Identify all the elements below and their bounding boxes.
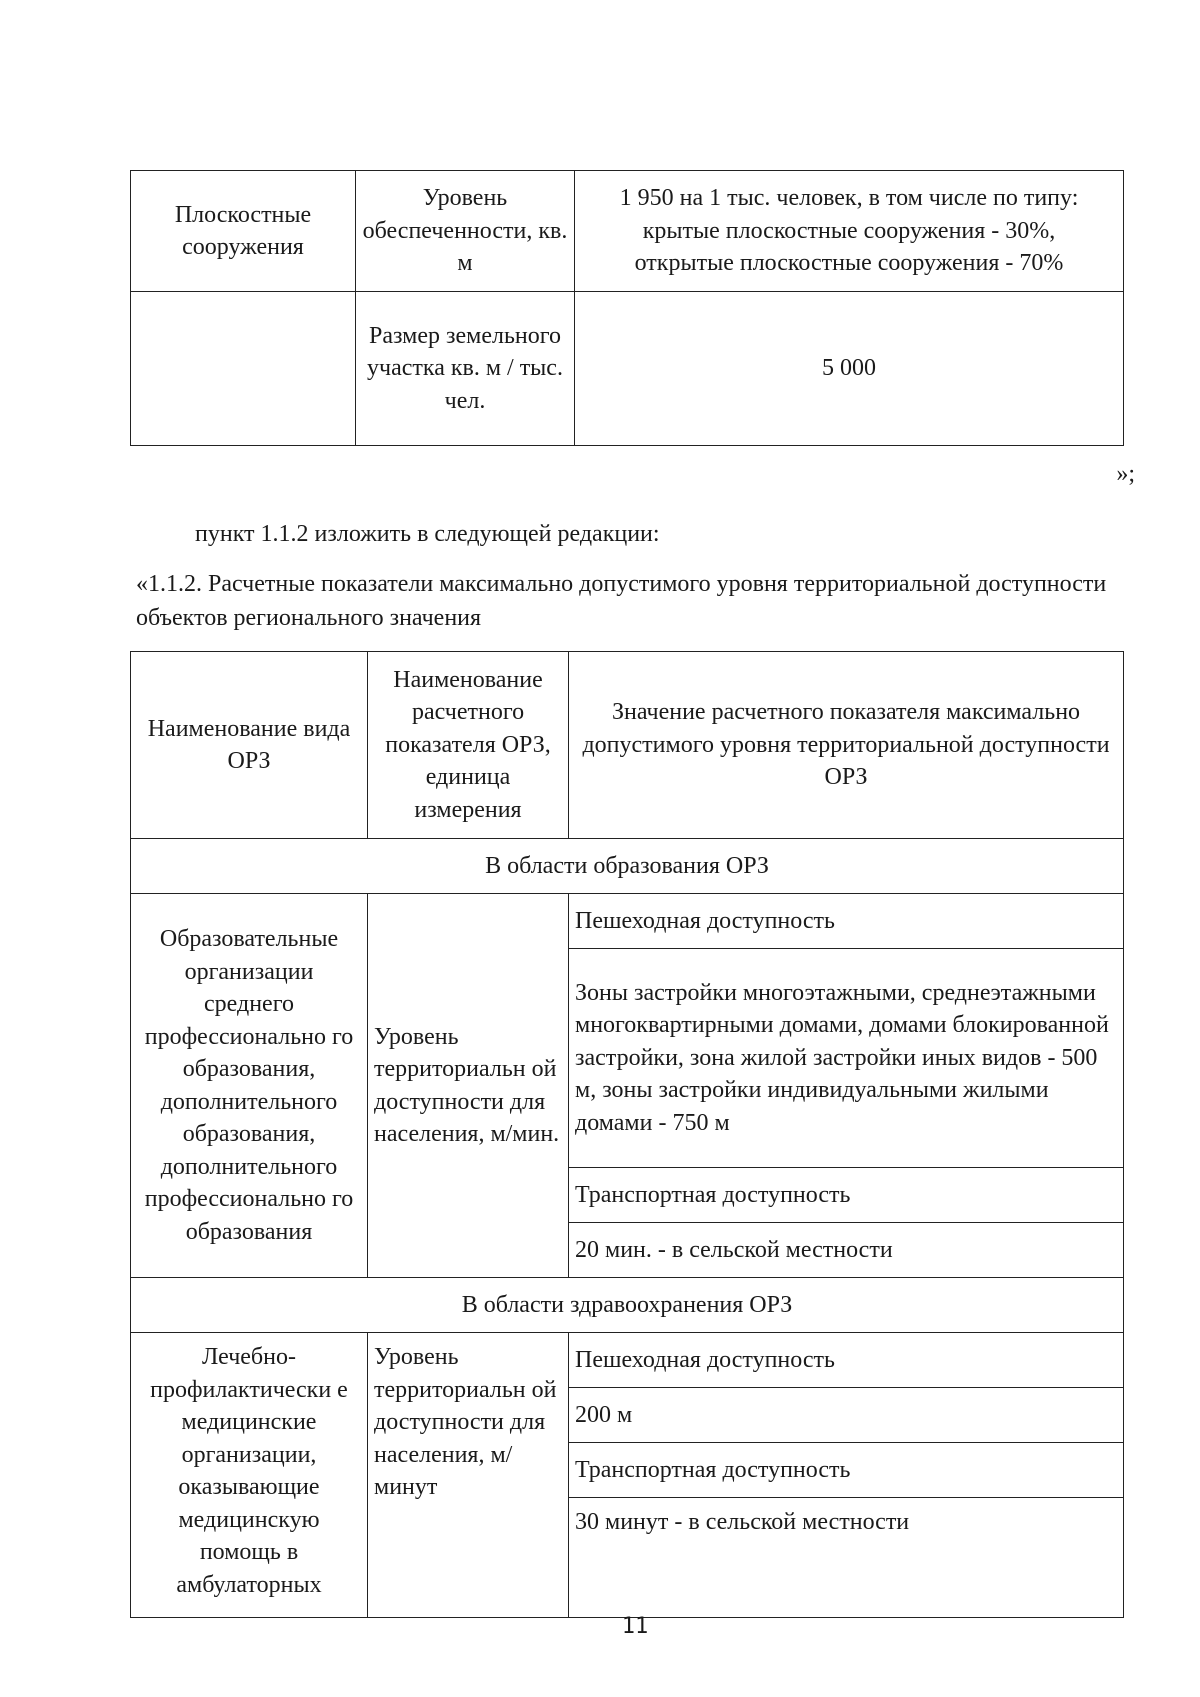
table-cell: Уровень территориальн ой доступности для населения, м/минут — [368, 1333, 569, 1618]
facilities-table — [130, 170, 1124, 446]
table-cell: Транспортная доступность — [569, 1443, 1124, 1498]
table-cell: Пешеходная доступность — [569, 894, 1124, 949]
table-row — [131, 171, 1124, 292]
section-title: В области здравоохранения ОРЗ — [131, 1278, 1124, 1333]
closing-quote: »; — [1116, 461, 1135, 487]
table-cell: Пешеходная доступность — [569, 1333, 1124, 1388]
table-header-row — [131, 652, 1124, 839]
cell-line: крытые плоскостные сооружения - 30%, — [642, 217, 1056, 244]
table-row — [131, 1333, 1124, 1388]
section-title: В области образования ОРЗ — [131, 839, 1124, 894]
section-heading: «1.1.2. Расчетные показатели максимально допустимого уровня территориальной доступности объектов регионального значения — [136, 571, 1107, 631]
section-row — [131, 839, 1124, 894]
table-row — [131, 292, 1124, 446]
section-row — [131, 1278, 1124, 1333]
header-cell: Значение расчетного показателя максимально допустимого уровня территориальной доступности ОРЗ — [569, 652, 1124, 839]
table-cell — [575, 171, 1124, 292]
table-cell: Лечебно-профилактически е медицинские организации, оказывающие медицинскую помощь в амбулаторных — [131, 1333, 368, 1618]
table-cell: 5 000 — [575, 292, 1124, 446]
table-cell — [131, 292, 356, 446]
table-cell: Размер земельного участка кв. м / тыс. чел. — [356, 292, 575, 446]
header-cell: Наименование расчетного показателя ОРЗ, единица измерения — [368, 652, 569, 839]
table-cell: Плоскостные сооружения — [131, 171, 356, 292]
table-cell: Уровень обеспеченности, кв. м — [356, 171, 575, 292]
table-cell: 30 минут - в сельской местности — [569, 1498, 1124, 1618]
table-cell: Транспортная доступность — [569, 1168, 1124, 1223]
header-cell: Наименование вида ОРЗ — [131, 652, 368, 839]
accessibility-table — [130, 651, 1124, 1618]
table-cell: 20 мин. - в сельской местности — [569, 1223, 1124, 1278]
table-cell: Образовательные организации среднего профессионально го образования, дополнительного образования, дополнительного профессионально го образования — [131, 894, 368, 1278]
table-row — [131, 894, 1124, 949]
table-cell: Уровень территориальн ой доступности для населения, м/мин. — [368, 894, 569, 1278]
page-number: 11 — [621, 1614, 649, 1639]
table-cell: Зоны застройки многоэтажными, среднеэтажными многоквартирными домами, домами блокированной застройки, зона жилой застройки иных видов - 500 м, зоны застройки индивидуальными жилыми домами - 750 м — [569, 949, 1124, 1168]
cell-line: открытые плоскостные сооружения - 70% — [634, 250, 1064, 277]
cell-line: 1 950 на 1 тыс. человек, в том числе по типу: — [619, 185, 1079, 212]
amendment-paragraph: пункт 1.1.2 изложить в следующей редакции: — [195, 521, 660, 547]
table-cell: 200 м — [569, 1388, 1124, 1443]
